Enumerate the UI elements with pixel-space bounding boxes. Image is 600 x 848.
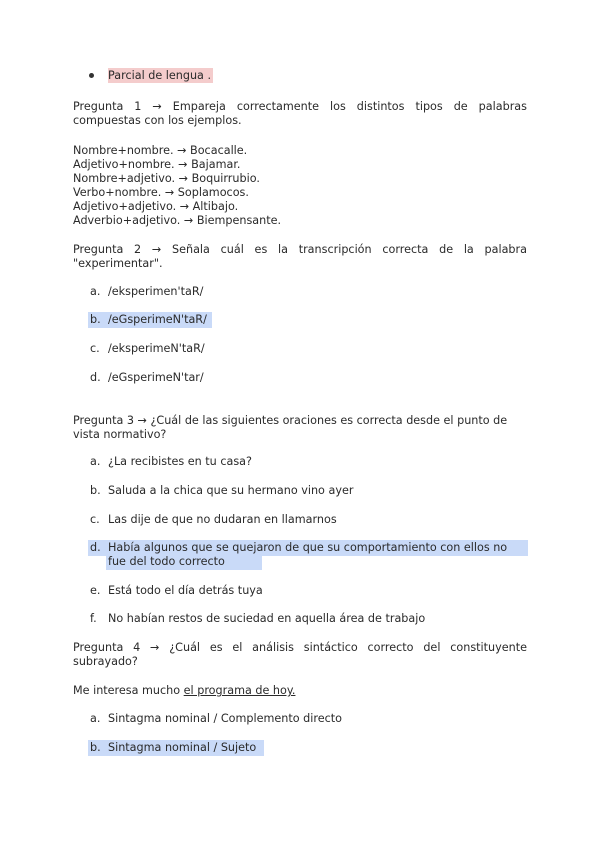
q2-option-d (90, 371, 530, 385)
question-1-pairs (73, 144, 281, 228)
option-label: b. (90, 741, 101, 754)
q4-sentence (73, 684, 295, 698)
option-label: a. (90, 712, 101, 725)
pair-item: Adverbio+adjetivo. → Biempensante. (73, 214, 282, 227)
question-1-prompt: Pregunta 1 → Empareja correctamente los distintos tipos de palabras compuestas con los ejemplos. (73, 100, 527, 127)
option-text: /eGsperimeN'taR/ (108, 313, 207, 326)
option-text: ¿La recibistes en tu casa? (108, 455, 252, 468)
option-text: Las dije de que no dudaran en llamarnos (108, 513, 337, 526)
sentence-prefix: Me interesa mucho (73, 684, 184, 697)
exam-title-wrap (108, 69, 213, 83)
q2-option-c (90, 342, 530, 356)
pair-item: Adjetivo+adjetivo. → Altibajo. (73, 200, 239, 213)
option-text: Saluda a la chica que su hermano vino ayer (108, 484, 354, 497)
option-label: c. (90, 342, 100, 355)
option-text: /eksperimeN'taR/ (108, 342, 205, 355)
option-text: Está todo el día detrás tuya (108, 584, 263, 597)
q3-option-c (90, 513, 530, 527)
option-text: Sintagma nominal / Complemento directo (108, 712, 342, 725)
underlined-constituent: el programa de hoy. (183, 684, 296, 697)
question-2-prompt: Pregunta 2 → Señala cuál es la transcripción correcta de la palabra "experimentar". (73, 243, 527, 270)
option-label: c. (90, 513, 100, 526)
exam-title: Parcial de lengua . (108, 69, 212, 82)
option-label: b. (90, 484, 101, 497)
option-text: /eksperimen'taR/ (108, 285, 204, 298)
q4-option-b (90, 741, 530, 755)
pair-item: Nombre+nombre. → Bocacalle. (73, 144, 248, 157)
q3-option-e (90, 584, 530, 598)
bullet-icon (89, 73, 94, 78)
option-label: d. (90, 371, 101, 384)
question-4-prompt: Pregunta 4 → ¿Cuál es el análisis sintáctico correcto del constituyente subrayado? (73, 641, 527, 668)
q2-option-a (90, 285, 530, 299)
q3-option-f (90, 612, 530, 626)
q4-option-a (90, 712, 530, 726)
option-label: a. (90, 285, 101, 298)
option-label: e. (90, 584, 101, 597)
pair-item: Nombre+adjetivo. → Boquirrubio. (73, 172, 260, 185)
pair-item: Verbo+nombre. → Soplamocos. (73, 186, 249, 199)
q2-option-b (90, 313, 530, 327)
question-3-prompt: Pregunta 3 → ¿Cuál de las siguientes oraciones es correcta desde el punto de vista normativo? (73, 414, 508, 441)
option-text: Había algunos que se quejaron de que su comportamiento con ellos no fue del todo correcto (108, 541, 508, 568)
option-text: /eGsperimeN'tar/ (108, 371, 204, 384)
option-label: d. (90, 541, 101, 554)
q3-option-b (90, 484, 530, 498)
q3-option-a (90, 455, 530, 469)
pair-item: Adjetivo+nombre. → Bajamar. (73, 158, 241, 171)
option-text: Sintagma nominal / Sujeto (108, 741, 257, 754)
q3-option-d (90, 541, 530, 569)
option-label: b. (90, 313, 101, 326)
option-text: No habían restos de suciedad en aquella área de trabajo (108, 612, 426, 625)
option-label: f. (90, 612, 97, 625)
option-label: a. (90, 455, 101, 468)
